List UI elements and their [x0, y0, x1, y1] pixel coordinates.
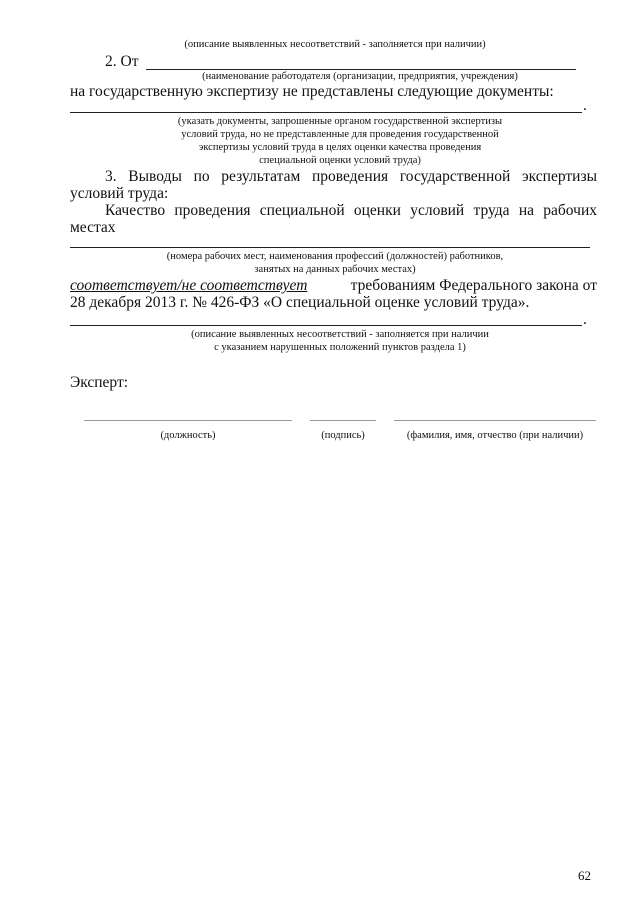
section3-heading-line1: 3. Выводы по результатам проведения государственной экспертизы	[105, 168, 597, 185]
workplaces-field-line[interactable]	[70, 247, 590, 248]
conformity-option[interactable]: соответствует/не соответствует	[70, 277, 308, 294]
expert-position-caption: (должность)	[160, 430, 216, 441]
page-number: 62	[578, 868, 591, 883]
expert-signature-caption: (подпись)	[321, 430, 365, 441]
nonconformity-field-line[interactable]	[70, 325, 582, 326]
note-documents-line: экспертизы условий труда в целях оценки качества проведения	[198, 142, 482, 153]
expert-label: Эксперт:	[70, 374, 129, 391]
note-documents-line: (указать документы, запрошенные органом государственной экспертизы	[177, 116, 503, 127]
note-documents-line: специальной оценки условий труда)	[259, 155, 421, 166]
quality-text-line1: Качество проведения специальной оценки условий труда на рабочих	[105, 202, 597, 219]
note-documents-line: условий труда, но не представленные для проведения государственной	[181, 129, 499, 140]
note-employer-name: (наименование работодателя (организации, предприятия, учреждения)	[202, 71, 518, 82]
expert-signature-line[interactable]	[310, 420, 376, 421]
documents-field-line[interactable]	[70, 112, 582, 113]
note-workplaces-line: занятых на данных рабочих местах)	[254, 264, 416, 275]
expert-name-caption: (фамилия, имя, отчество (при наличии)	[406, 430, 584, 441]
section2-from-label: 2. От	[105, 53, 139, 70]
note-nonconformity-line: (описание выявленных несоответствий - заполняется при наличии	[191, 329, 489, 340]
law-reference: 28 декабря 2013 г. № 426-ФЗ «О специальной оценке условий труда».	[70, 294, 530, 311]
note-nonconformities-top: (описание выявленных несоответствий - заполняется при наличии)	[184, 39, 486, 50]
note-nonconformity-line: с указанием нарушенных положений пунктов раздела 1)	[214, 342, 466, 353]
note-documents	[130, 115, 550, 167]
nonconformity-line-dot: .	[583, 311, 587, 328]
conformity-rest: требованиям Федерального закона от	[350, 277, 597, 294]
quality-text-line2: местах	[70, 219, 116, 236]
expert-position-line[interactable]	[84, 420, 292, 421]
documents-line-dot: .	[583, 97, 587, 114]
section2-documents-text: на государственную экспертизу не представлены следующие документы:	[70, 83, 554, 100]
section3-heading-line2: условий труда:	[70, 185, 169, 202]
note-nonconformity	[130, 328, 550, 354]
expert-name-line[interactable]	[394, 420, 596, 421]
note-workplaces-line: (номера рабочих мест, наименования профессий (должностей) работников,	[166, 251, 504, 262]
note-workplaces	[120, 250, 550, 276]
